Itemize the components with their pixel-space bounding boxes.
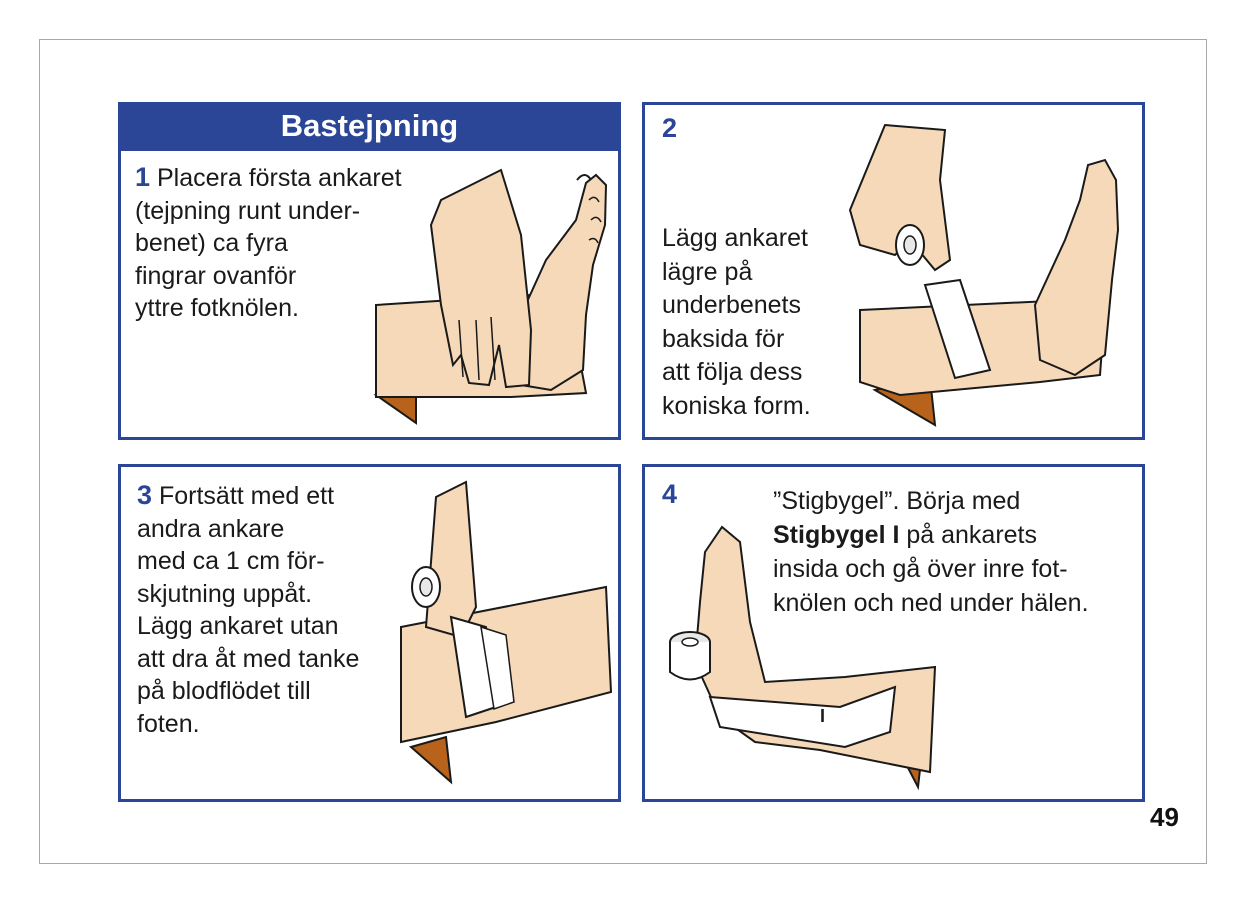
step-2-text: Lägg ankaret lägre på underbenets baksida för att följa dess koniska form. (662, 224, 811, 420)
step-1-number: 1 (135, 162, 151, 192)
step-4-text: ”Stigbygel”. Börja med Stigbygel I på ankarets insida och gå över inre fot- knölen och ned under hälen. (773, 487, 1089, 617)
step-1-text: 1 Placera första ankaret (tejpning runt under- benet) ca fyra fingrar ovanför yttre fotknölen. (135, 162, 402, 322)
stigbygel-term: Stigbygel I (773, 521, 900, 549)
step-2-number: 2 (662, 113, 678, 143)
step-4-panel (642, 464, 1145, 802)
step-3-illustration (396, 477, 621, 797)
tape-label: I (820, 706, 826, 726)
step-1-panel (118, 102, 621, 440)
step-3-text: 3 Fortsätt med ett andra ankare med ca 1 cm för- skjutning uppåt. Lägg ankaret utan att dra åt med tanke på blodflödet till foten. (137, 480, 360, 738)
step-3-panel (118, 464, 621, 802)
step-1-illustration (371, 165, 621, 440)
step-2-illustration (840, 120, 1140, 440)
page-title: Bastejpning (121, 105, 618, 151)
step-2-panel (642, 102, 1145, 440)
page-number: 49 (1150, 802, 1179, 832)
step-4-number: 4 (662, 479, 678, 509)
step-4-illustration (660, 522, 950, 792)
step-3-number: 3 (137, 480, 153, 510)
